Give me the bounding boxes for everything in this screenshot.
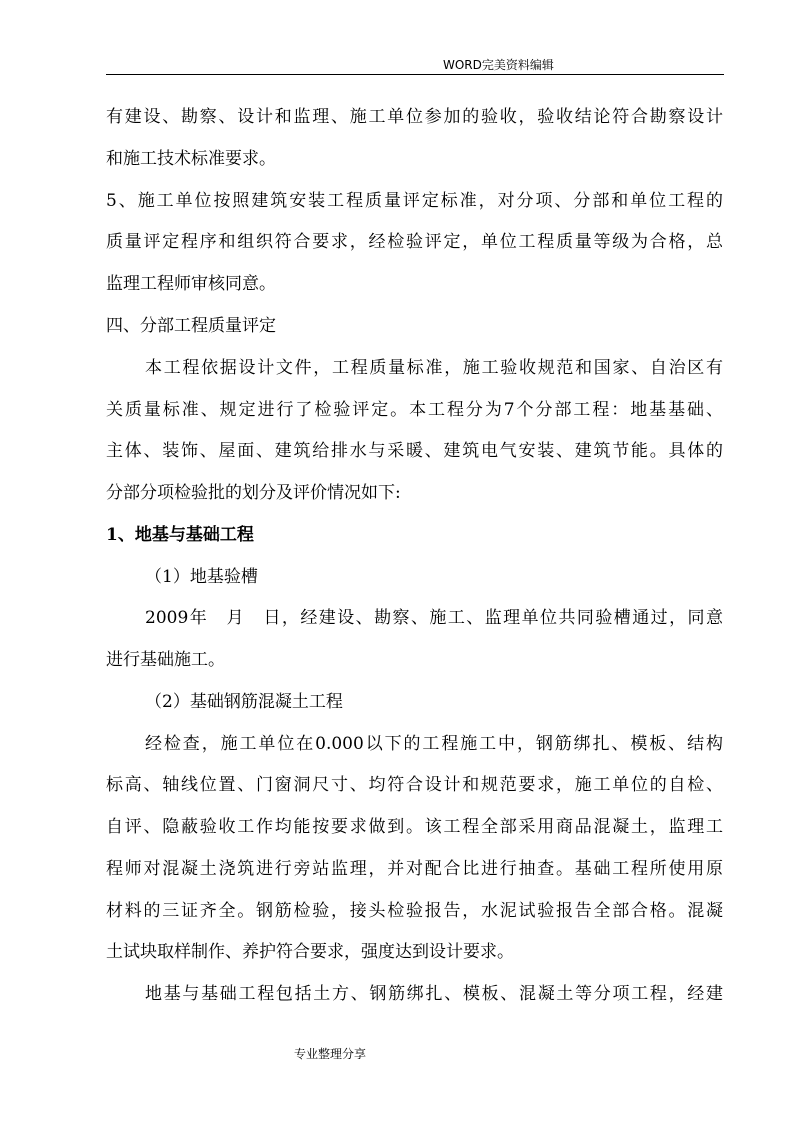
body-line: 关质量标准、规定进行了检验评定。本工程分为7个分部工程：地基基础、 — [106, 400, 723, 420]
item-heading: （2）基础钢筋混凝土工程 — [145, 692, 343, 712]
body-line: 标高、轴线位置、门窗洞尺寸、均符合设计和规范要求，施工单位的自检、 — [106, 775, 723, 795]
body-line: 进行基础施工。 — [106, 650, 225, 670]
body-line: 质量评定程序和组织符合要求，经检验评定，单位工程质量等级为合格，总 — [106, 232, 723, 252]
body-line: 分部分项检验批的划分及评价情况如下: — [106, 483, 401, 503]
body-line: 有建设、勘察、设计和监理、施工单位参加的验收，验收结论符合勘察设计 — [106, 107, 723, 127]
section-heading: 四、分部工程质量评定 — [106, 316, 276, 336]
header-text: WORD完美资料编辑 — [443, 58, 554, 72]
page-header — [106, 52, 724, 75]
body-line: 监理工程师审核同意。 — [106, 274, 276, 294]
body-line: 5、施工单位按照建筑安装工程质量评定标准，对分项、分部和单位工程的 — [106, 191, 723, 211]
body-line: 经检查，施工单位在0.000以下的工程施工中，钢筋绑扎、模板、结构 — [145, 734, 723, 754]
body-line: 主体、装饰、屋面、建筑给排水与采暖、建筑电气安装、建筑节能。具体的 — [106, 441, 723, 461]
body-line: 和施工技术标准要求。 — [106, 149, 276, 169]
body-line: 2009年 月 日，经建设、勘察、施工、监理单位共同验槽通过，同意 — [145, 608, 723, 628]
item-heading: （1）地基验槽 — [145, 567, 258, 587]
body-line: 自评、隐蔽验收工作均能按要求做到。该工程全部采用商品混凝土，监理工 — [106, 817, 723, 837]
footer-text: 专业整理分享 — [294, 1047, 367, 1061]
body-line: 程师对混凝土浇筑进行旁站监理，并对配合比进行抽查。基础工程所使用原 — [106, 859, 723, 879]
body-line: 材料的三证齐全。钢筋检验，接头检验报告，水泥试验报告全部合格。混凝 — [106, 901, 723, 921]
body-line: 土试块取样制作、养护符合要求，强度达到设计要求。 — [106, 942, 514, 962]
body-line: 地基与基础工程包括土方、钢筋绑扎、模板、混凝土等分项工程，经建 — [145, 984, 723, 1004]
body-line: 本工程依据设计文件，工程质量标准，施工验收规范和国家、自治区有 — [145, 358, 723, 378]
subsection-heading: 1、地基与基础工程 — [106, 525, 254, 545]
